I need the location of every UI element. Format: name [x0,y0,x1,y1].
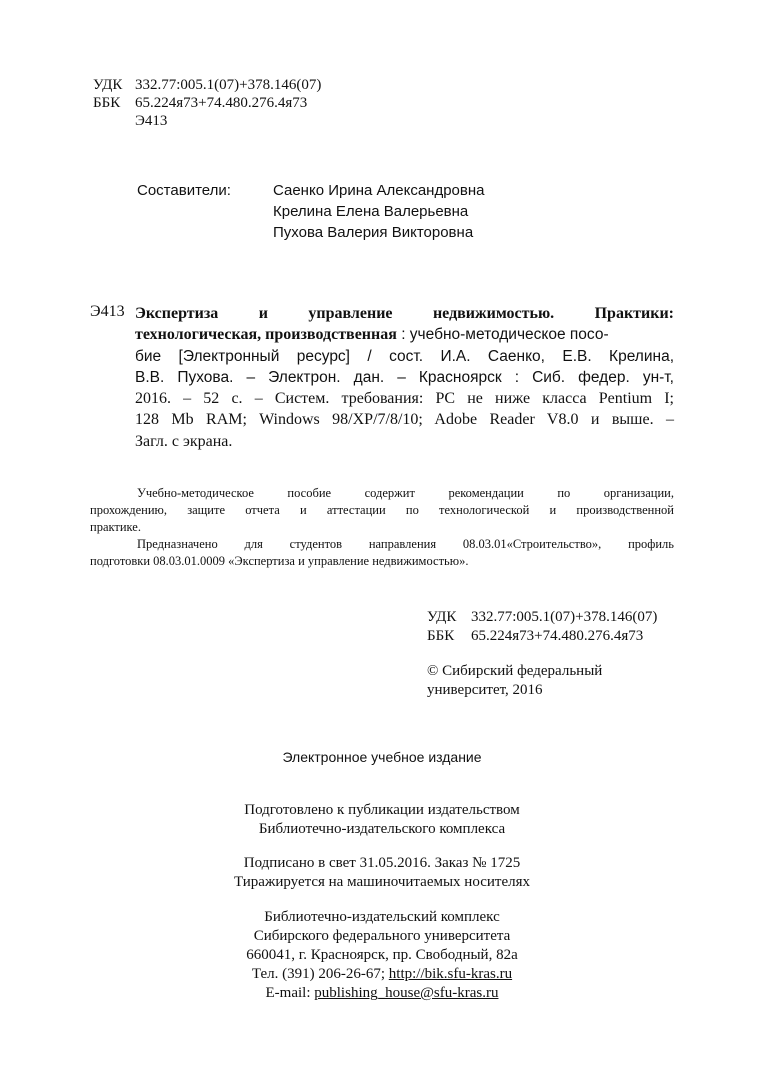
biblio-line: 128 Mb RAM; Windows 98/XP/7/8/10; Adobe Reader V8.0 и выше. – [135,411,674,429]
bbk-label: ББК [93,95,121,111]
udk-value: 332.77:005.1(07)+378.146(07) [135,77,322,93]
publisher-line: Сибирского федерального университета [253,928,511,944]
phone-text: Тел. (391) 206-26-67; [251,966,389,982]
publisher-line: Библиотечно-издательский комплекс [264,909,500,925]
website-link[interactable]: http://bik.sfu-kras.ru [388,966,513,982]
title-word: Экспертиза [135,305,219,322]
phone-line [90,965,674,984]
annotation-line: практике. [90,520,141,534]
udk-value: 332.77:005.1(07)+378.146(07) [471,609,658,625]
bbk-value: 65.224я73+74.480.276.4я73 [471,628,644,644]
title-word: управление [308,305,393,322]
top-udk-block [93,76,321,130]
subtitle-rest: : учебно-методическое посо- [396,326,609,344]
biblio-line: Загл. с экрана. [135,432,233,450]
prepared-block [90,801,674,839]
publisher-line: 660041, г. Красноярск, пр. Свободный, 82а [246,947,518,963]
signed-block [90,854,674,892]
email-line [90,984,674,1003]
compiler-name: Крелина Елена Валерьевна [273,203,469,220]
subtitle: технологическая, производственная [135,326,397,344]
compiler-name: Пухова Валерия Викторовна [273,224,474,241]
compiler-name: Саенко Ирина Александровна [273,182,485,199]
biblio-line: бие [Электронный ресурс] / сост. И.А. Саенко, Е.В. Крелина, [135,347,674,365]
title-word: и [258,305,268,322]
annotation-line: подготовки 08.03.01.0009 «Экспертиза и управление недвижимостью». [90,554,469,568]
copyright-line: университет, 2016 [427,682,543,698]
top-udk-row [93,76,321,94]
bbk-label: ББК [427,628,455,644]
author-mark: Э413 [135,113,168,129]
annotation [90,485,674,570]
biblio-line: В.В. Пухова. – Электрон. дан. – Красноярск : Сиб. федер. ун-т, [135,368,674,386]
bottom-bbk-row [427,627,657,646]
signed-line: Подписано в свет 31.05.2016. Заказ № 1725 [243,855,521,871]
biblio-code: Э413 [90,303,125,320]
prepared-line: Библиотечно-издательского комплекса [258,821,506,837]
compilers-label: Составители: [137,182,231,199]
top-bbk-row [93,94,321,112]
bibliographic-description [135,303,674,452]
copyright-line: © Сибирский федеральный [427,663,603,679]
bbk-value: 65.224я73+74.480.276.4я73 [135,95,308,111]
biblio-line: 2016. – 52 с. – Систем. требования: PC не ниже класса Pentium I; [135,390,674,408]
biblio-line [135,324,674,345]
compilers-names [273,180,485,243]
annotation-line: Предназначено для студентов направления 08.03.01«Строительство», профиль [137,537,674,551]
copyright-block [427,662,602,700]
title-word: Практики: [594,305,674,322]
publisher-block [90,908,674,1003]
annotation-line: Учебно-методическое пособие содержит рекомендации по организации, [137,486,674,500]
bottom-udk-row [427,608,657,627]
edition-type: Электронное учебное издание [282,749,482,765]
author-mark-row [93,112,321,130]
udk-label: УДК [427,609,457,625]
bottom-udk-block [427,608,657,646]
biblio-title-line [135,303,674,324]
email-label: E-mail: [265,985,315,1001]
annotation-line: прохождению, защите отчета и аттестации по технологической и производственной [90,503,674,517]
signed-line: Тиражируется на машиночитаемых носителях [233,874,530,890]
prepared-line: Подготовлено к публикации издательством [244,802,520,818]
email-link[interactable]: publishing_house@sfu-kras.ru [314,985,499,1001]
title-word: недвижимостью. [432,305,555,322]
udk-label: УДК [93,77,123,93]
